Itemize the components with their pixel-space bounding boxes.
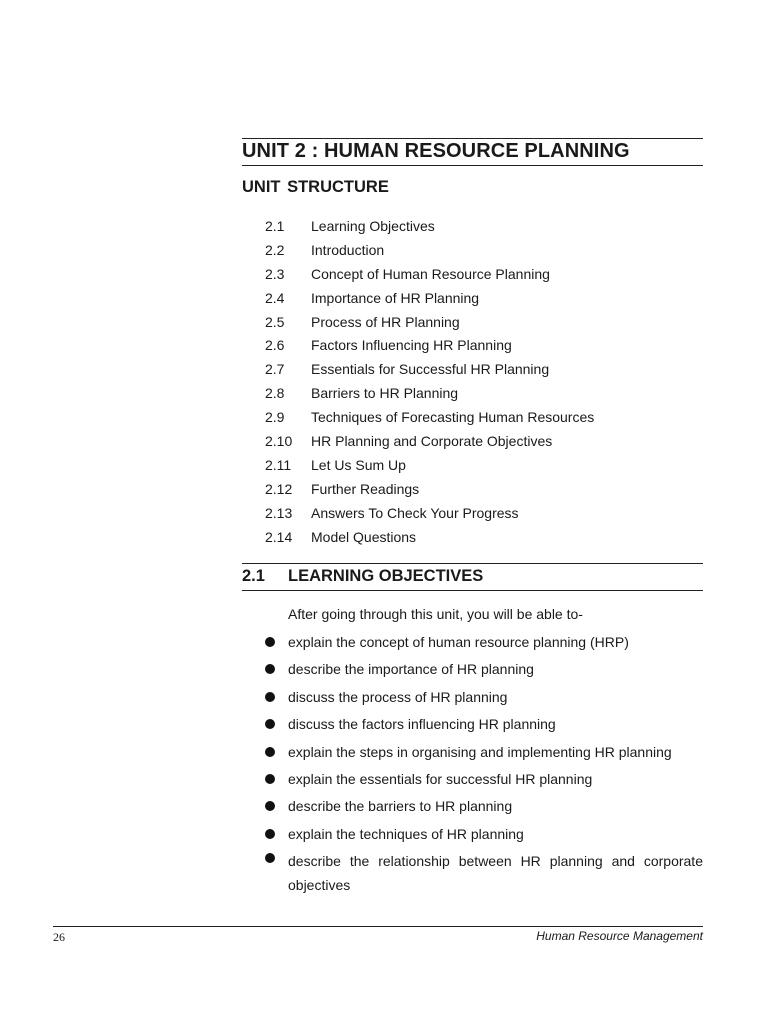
- toc-item-number: 2.9: [265, 409, 285, 426]
- objective-item: [265, 743, 703, 770]
- objectives-intro: After going through this unit, you will be able to-: [288, 606, 583, 622]
- objective-item: [265, 770, 703, 797]
- toc-item-title: Introduction: [311, 241, 385, 258]
- bullet-icon: [265, 664, 275, 674]
- toc-item-title: Model Questions: [311, 528, 417, 545]
- toc-item-title: Let Us Sum Up: [311, 456, 406, 473]
- toc-item-number: 2.6: [265, 337, 285, 354]
- toc-item: [265, 432, 594, 456]
- objective-item: [265, 660, 703, 687]
- objective-text: describe the importance of HR planning: [288, 661, 534, 678]
- objective-text: discuss the factors influencing HR planning: [288, 716, 556, 733]
- toc-item-title: Further Readings: [311, 480, 420, 497]
- book-title-footer: Human Resource Management: [536, 929, 703, 943]
- toc-item-title: Barriers to HR Planning: [311, 385, 459, 402]
- toc-item: [265, 217, 594, 241]
- toc-item-number: 2.2: [265, 241, 285, 258]
- unit-title: UNIT 2 : HUMAN RESOURCE PLANNING: [242, 140, 630, 162]
- objective-text: describe the relationship between HR planning and corporate objectives: [288, 853, 703, 894]
- toc-item-title: Process of HR Planning: [311, 313, 460, 330]
- bullet-icon: [265, 719, 275, 729]
- toc-item-number: 2.12: [265, 480, 293, 497]
- toc-item: [265, 384, 594, 408]
- objectives-list: [265, 633, 703, 897]
- unit-title-bottom-rule: [242, 165, 703, 166]
- bullet-icon: [265, 801, 275, 811]
- objective-item: [265, 825, 703, 852]
- toc-item-number: 2.14: [265, 528, 293, 545]
- toc-item-number: 2.8: [265, 385, 285, 402]
- toc-item-number: 2.10: [265, 433, 293, 450]
- unit-structure-heading: UNIT STRUCTURE: [242, 178, 389, 196]
- toc-item-number: 2.3: [265, 265, 285, 282]
- bullet-icon: [265, 829, 275, 839]
- toc-item-title: Concept of Human Resource Planning: [311, 265, 550, 282]
- footer-rule: [53, 926, 703, 927]
- toc-item-title: Factors Influencing HR Planning: [311, 337, 512, 354]
- toc-item-title: HR Planning and Corporate Objectives: [311, 433, 553, 450]
- toc-item: [265, 456, 594, 480]
- objective-item: [265, 849, 703, 897]
- bullet-icon: [265, 747, 275, 757]
- objective-item: [265, 797, 703, 824]
- bullet-icon: [265, 692, 275, 702]
- toc-item: [265, 336, 594, 360]
- toc-item-title: Techniques of Forecasting Human Resources: [311, 409, 595, 426]
- section-heading-top-rule: [242, 563, 703, 564]
- objective-text: discuss the process of HR planning: [288, 688, 508, 705]
- section-number: 2.1: [242, 567, 265, 585]
- bullet-icon: [265, 853, 275, 863]
- unit-structure-list: [265, 217, 594, 551]
- section-heading-bottom-rule: [242, 590, 703, 591]
- toc-item: [265, 504, 594, 528]
- toc-item: [265, 241, 594, 265]
- section-heading: [242, 567, 483, 586]
- objective-item: [265, 688, 703, 715]
- toc-item-number: 2.4: [265, 289, 285, 306]
- toc-item: [265, 528, 594, 552]
- objective-item: [265, 633, 703, 660]
- objective-text: explain the concept of human resource planning (HRP): [288, 634, 629, 650]
- toc-item-number: 2.5: [265, 313, 285, 330]
- toc-item: [265, 408, 594, 432]
- toc-item-number: 2.1: [265, 218, 285, 234]
- unit-title-top-rule: [242, 138, 703, 139]
- objective-text: describe the barriers to HR planning: [288, 798, 513, 815]
- toc-item: [265, 480, 594, 504]
- toc-item-title: Learning Objectives: [311, 218, 435, 234]
- bullet-icon: [265, 637, 275, 647]
- section-title: LEARNING OBJECTIVES: [288, 567, 484, 585]
- page-number: 26: [53, 930, 65, 944]
- bullet-icon: [265, 774, 275, 784]
- objective-text: explain the essentials for successful HR planning: [288, 770, 593, 787]
- toc-item: [265, 313, 594, 337]
- toc-item-title: Answers To Check Your Progress: [311, 504, 519, 521]
- objective-text: explain the techniques of HR planning: [288, 825, 524, 842]
- toc-item-number: 2.7: [265, 361, 285, 378]
- toc-item-number: 2.11: [265, 456, 292, 473]
- toc-item-title: Essentials for Successful HR Planning: [311, 361, 550, 378]
- toc-item-title: Importance of HR Planning: [311, 289, 480, 306]
- toc-item: [265, 265, 594, 289]
- toc-item: [265, 360, 594, 384]
- toc-item: [265, 289, 594, 313]
- toc-item-number: 2.13: [265, 504, 293, 521]
- objective-item: [265, 715, 703, 742]
- objective-text: explain the steps in organising and implementing HR planning: [288, 743, 672, 760]
